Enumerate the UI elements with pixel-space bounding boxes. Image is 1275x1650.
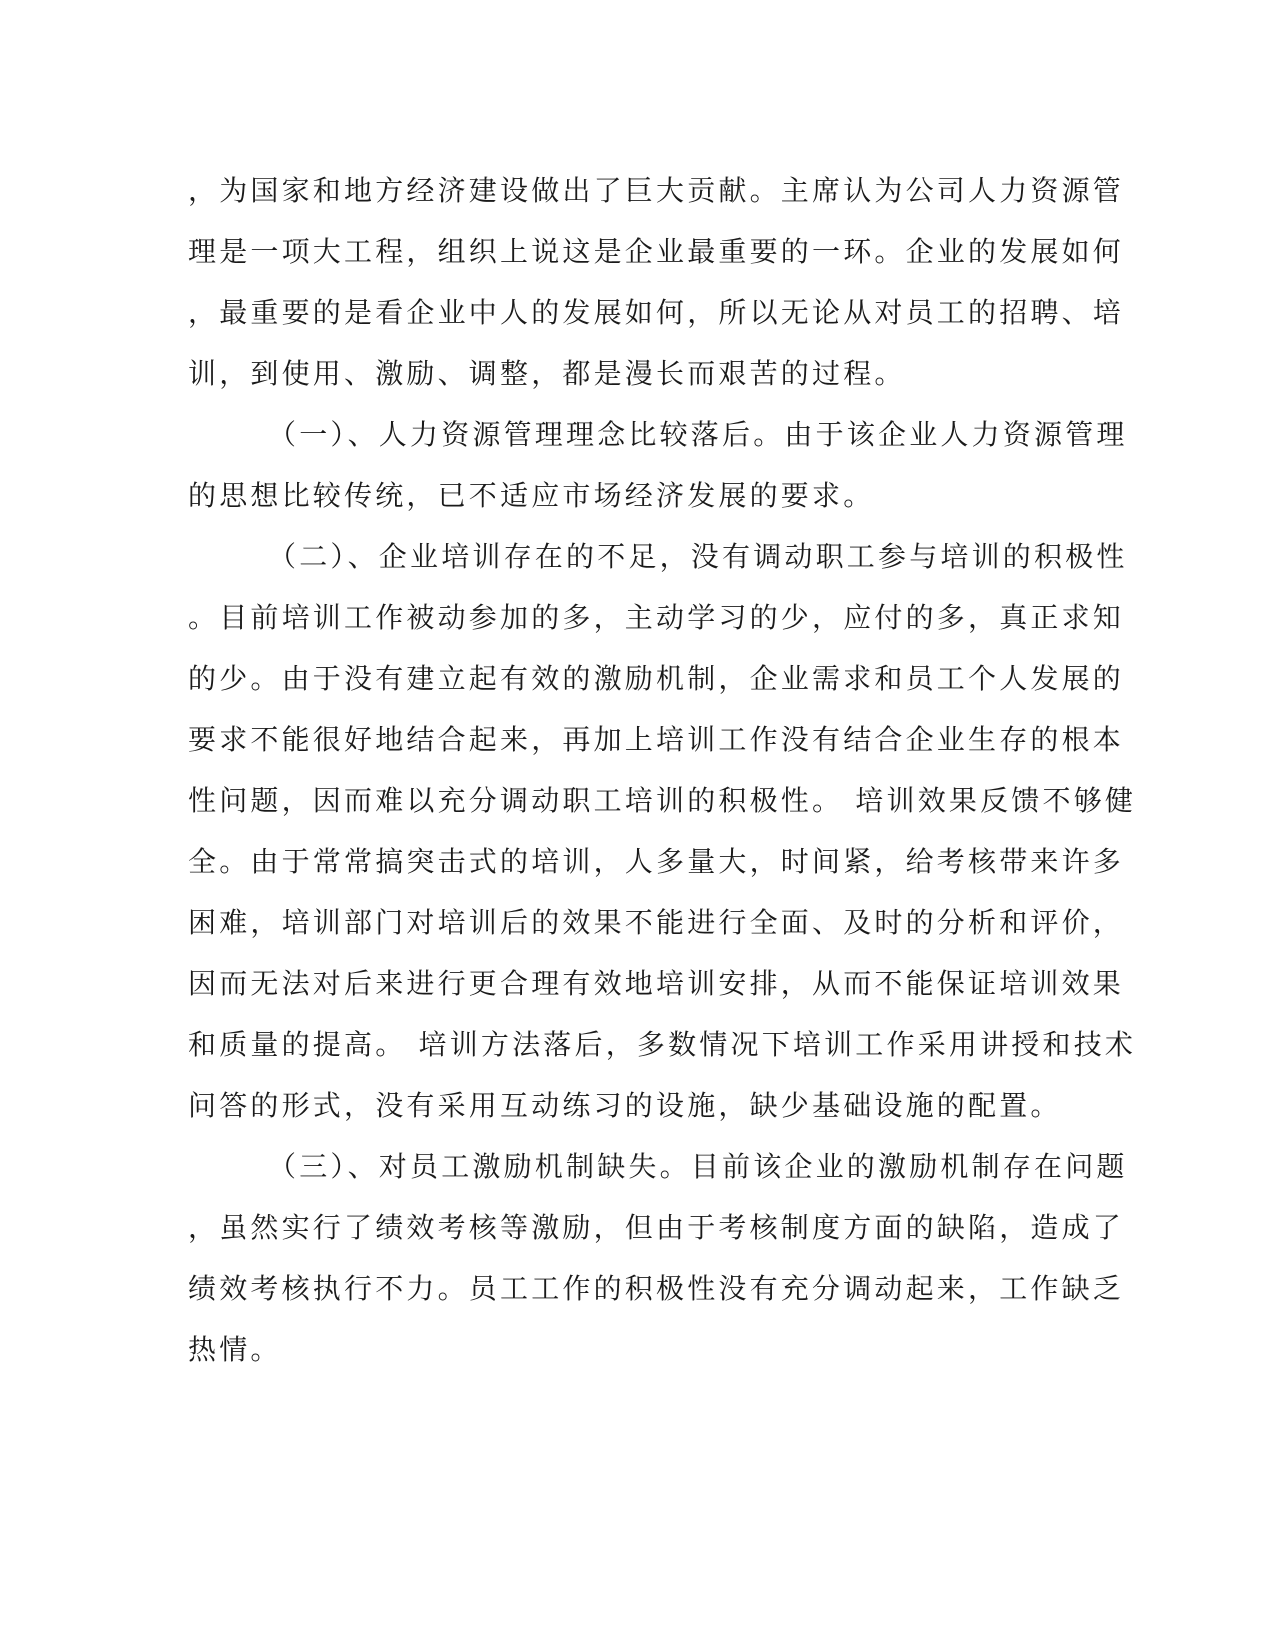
text-line: 。目前培训工作被动参加的多，主动学习的少，应付的多，真正求知 [188,601,1125,634]
paragraph-heading-1: （一）、人力资源管理理念比较落后。由于该企业人力资源管理 [268,418,1128,451]
text-line: 的思想比较传统，已不适应市场经济发展的要求。 [188,479,875,512]
text-line: ，虽然实行了绩效考核等激励，但由于考核制度方面的缺陷，造成了 [188,1211,1125,1244]
text-line: 热情。 [188,1333,282,1366]
text-line: 因而无法对后来进行更合理有效地培训安排，从而不能保证培训效果 [188,967,1125,1000]
text-line: ，最重要的是看企业中人的发展如何，所以无论从对员工的招聘、培 [188,296,1125,329]
text-line: 和质量的提高。 培训方法落后，多数情况下培训工作采用讲授和技术 [188,1028,1137,1061]
text-line: 的少。由于没有建立起有效的激励机制，企业需求和员工个人发展的 [188,662,1125,695]
text-line: ，为国家和地方经济建设做出了巨大贡献。主席认为公司人力资源管 [188,174,1125,207]
text-line: 困难，培训部门对培训后的效果不能进行全面、及时的分析和评价， [188,906,1125,939]
text-line: 问答的形式，没有采用互动练习的设施，缺少基础设施的配置。 [188,1089,1062,1122]
text-line: 全。由于常常搞突击式的培训，人多量大，时间紧，给考核带来许多 [188,845,1125,878]
body-text [188,160,1137,1380]
text-line: 要求不能很好地结合起来，再加上培训工作没有结合企业生存的根本 [188,723,1125,756]
text-line: 性问题，因而难以充分调动职工培训的积极性。 培训效果反馈不够健 [188,784,1137,817]
text-line: 理是一项大工程，组织上说这是企业最重要的一环。企业的发展如何 [188,235,1125,268]
text-line: 训，到使用、激励、调整，都是漫长而艰苦的过程。 [188,357,906,390]
paragraph-heading-3: （三）、对员工激励机制缺失。目前该企业的激励机制存在问题 [268,1150,1128,1183]
text-line: 绩效考核执行不力。员工工作的积极性没有充分调动起来，工作缺乏 [188,1272,1125,1305]
paragraph-heading-2: （二）、企业培训存在的不足，没有调动职工参与培训的积极性 [268,540,1128,573]
